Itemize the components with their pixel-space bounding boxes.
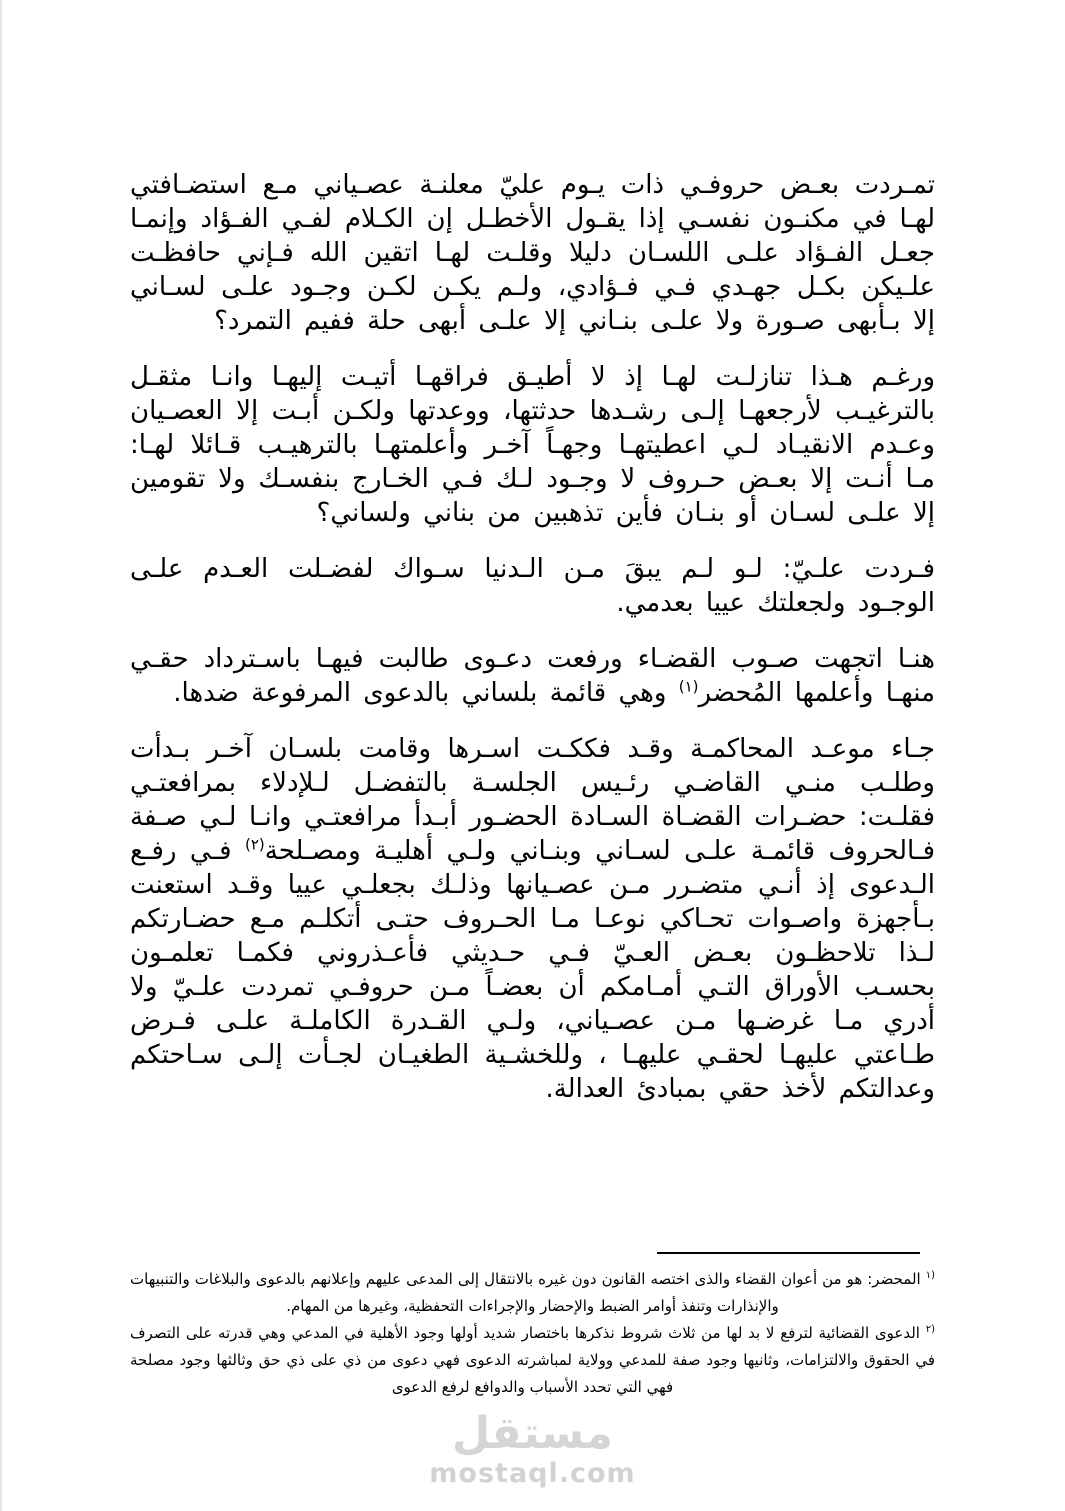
footnote-2-text: الدعوى القضائية لترفع لا بد لها من ثلاث شروط نذكرها باختصار شديد أولها وجود الأهلية في المدعي وهي قدرته على التصرف في الحقوق والالتزامات، وثانيها وجود صفة للمدعي وولاية لمباشرته الدعوى فهي دعوى من ذي على ذي حق وثالثها وجود مصلحة فهي التي تحدد الأسباب والدوافع لرفع الدعوى: [130, 1324, 935, 1396]
paragraph-2: ورغـم هـذا تنازلـت لهـا إذ لا أطيـق فراقهـا أتيـت إليهـا وانـا مثقـل بالترغيـب لأرجعهـا إلـى رشـدها حدثتها، ووعدتها ولكـن أبـت إلا العصـيان وعـدم الانقيـاد لـي اعطيتهـا وجهـاً آخـر وأعلمتهـا بالترهيـب قـائلا لهـا: مـا أنـت إلا بعـض حـروف لا وجـود لـك فـي الخـارج بنفسـك ولا تقومين إلا علـى لسـان أو بنـان فأين تذهبين من بناني ولساني؟: [130, 362, 935, 528]
paragraph-5-text-cont: فـي رفـع الـدعوى إذ أنـي متضـرر مـن عصـيانها وذلـك بجعلـي عييا وقـد استعنت بـأجهزة واصـوات تحـاكي نوعـا مـا الحـروف حتـى أتكلـم مـع حضـارتكم لـذا تلاحظـون بعـض العـيّ فـي حـديثي فأعـذروني فكمـا تعلمـون بحسـب الأوراق التـي أمـامكم أن بعضـاً مـن حروفـي تمردت علـيّ ولا أدري مـا غرضـها مـن عصـياني، ولـي القـدرة الكاملـة علـى فـرض طـاعتي عليهـا لحقـي عليهـا ، وللخشـية الطغيـان لجـأت إلـى سـاحتكم وعدالتكم لأخذ حقي بمبادئ العدالة.: [130, 836, 935, 1104]
footnote-1-marker: ١): [925, 1270, 935, 1281]
document-body: [130, 168, 935, 1128]
paragraph-4-text-cont: وهي قائمة بلساني بالدعوى المرفوعة ضدها.: [173, 678, 679, 708]
footnote-1: [130, 1266, 935, 1320]
footnote-2-marker: ٢): [925, 1324, 935, 1335]
footnote-ref-1: (١): [678, 677, 699, 696]
mostaql-url-text: mostaql.com: [429, 1458, 636, 1489]
footnote-1-text: المحضر: هو من أعوان القضاء والذى اختصه القانون دون غيره بالانتقال إلى المدعى عليهم وإعلانهم بالدعوى والبلاغات والتنبيهات والإنذارات وتنفذ أوامر الضبط والإحضار والإجراءات التحفظية، وغيرها من المهام.: [130, 1270, 921, 1315]
paragraph-3: فـردت علـيّ: لـو لـم يبقَ مـن الـدنيا سـواك لفضـلت العـدم علـى الوجـود ولجعلتك عييا بعدمي.: [130, 554, 935, 618]
footnote-2: [130, 1320, 935, 1401]
paragraph-4: [130, 642, 935, 710]
page-left-edge-line: [0, 0, 2, 1511]
footnote-ref-2: (٢): [244, 835, 265, 854]
watermark: [0, 1408, 1065, 1489]
paragraph-4-text: هنـا اتجهت صـوب القضـاء ورفعت دعـوى طالبت فيهـا باسـترداد حقـي منهـا وأعلمها المُحضر: [130, 644, 935, 708]
footnote-separator-rule: [657, 1252, 920, 1254]
paragraph-1: تمـردت بعـض حروفـي ذات يـوم عليّ معلنـة عصـياني مـع استضـافتي لهـا في مكنـون نفسـي إذا يقـول الأخطـل إن الكـلام لفـي الفـؤاد وإنمـا جعـل الفـؤاد علـى اللسـان دليلا وقلـت لهـا اتقين الله فـإني حافظـت علـيكن بكـل جهـدي فـي فـؤادي، ولـم يكـن لكـن وجـود علـى لسـاني إلا بـأبهى صـورة ولا علـى بنـاني إلا علـى أبهى حلة ففيم التمرد؟: [130, 170, 935, 336]
paragraph-5-text: جـاء موعـد المحاكمـة وقـد فككـت اسـرها وقامت بلسـان آخـر بـدأت وطلـب منـي القاضـي رئـيس الجلسـة بالتفضـل لـلإدلاء بمرافعتـي فقلـت: حضـرات القضـاة السـادة الحضـور أبـدأ مرافعتـي وانـا لـي صـفة فـالحروف قائمـة علـى لسـاني وبنـاني ولـي أهليـة ومصـلحة: [130, 734, 936, 866]
footnotes-section: [130, 1252, 935, 1401]
mostaql-logo: مستقل: [452, 1408, 613, 1459]
paragraph-5: [130, 732, 935, 1106]
